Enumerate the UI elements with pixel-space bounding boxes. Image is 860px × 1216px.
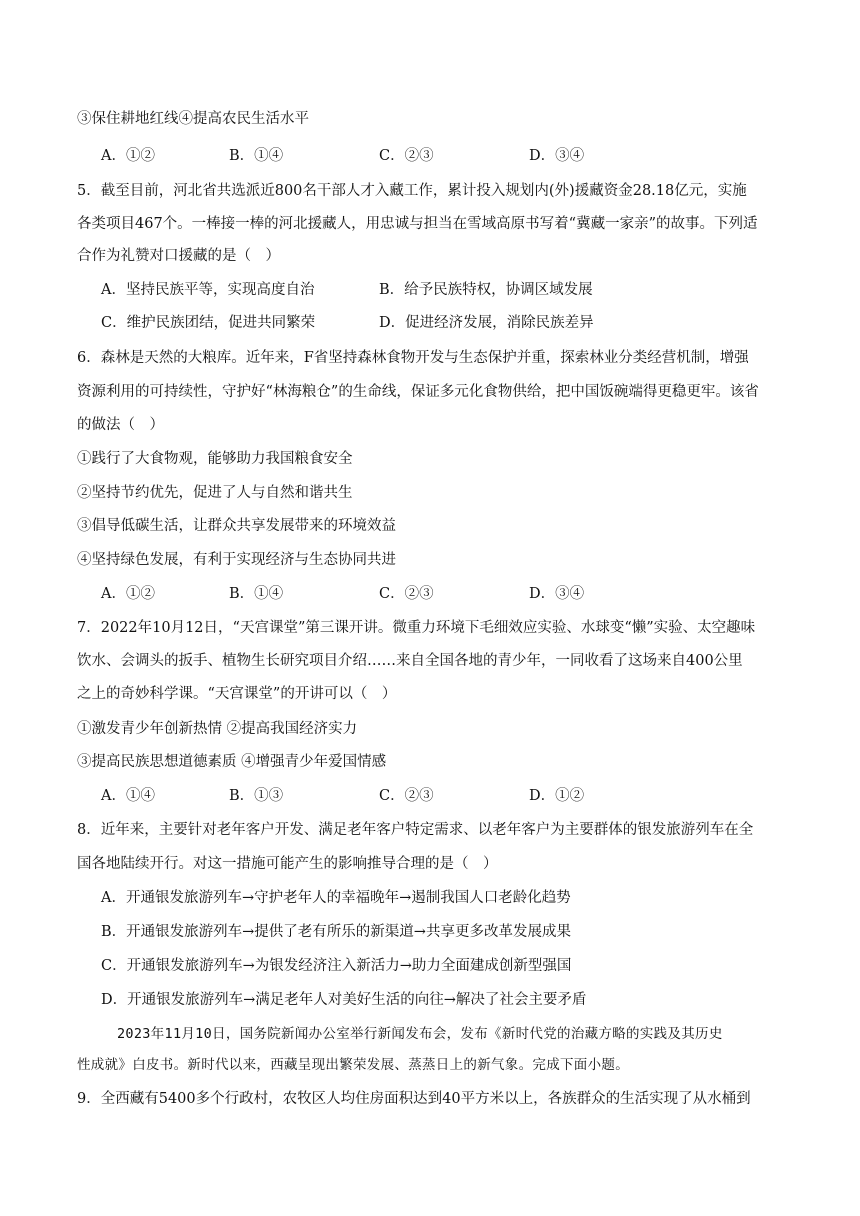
q6-option-a[interactable]: A．①② bbox=[101, 586, 155, 602]
prev-option-c[interactable]: C．②③ bbox=[379, 148, 434, 164]
q6-statement-3: ③倡导低碳生活，让群众共享发展带来的环境效益 bbox=[77, 518, 396, 534]
q7-stem-line-3: 之上的奇妙科学课。“天宫课堂”的开讲可以（ ） bbox=[77, 686, 397, 702]
q8-option-a[interactable]: A．开通银发旅游列车→守护老年人的幸福晚年→遏制我国人口老龄化趋势 bbox=[101, 890, 571, 906]
q5-option-d[interactable]: D．促进经济发展，消除民族差异 bbox=[379, 315, 594, 331]
q6-stem-line-3: 的做法（ ） bbox=[77, 417, 164, 433]
q8-option-d[interactable]: D．开通银发旅游列车→满足老年人对美好生活的向往→解决了社会主要矛盾 bbox=[101, 992, 587, 1008]
prev-statement: ③保住耕地红线④提高农民生活水平 bbox=[77, 111, 309, 127]
prev-options bbox=[0, 146, 860, 166]
q7-option-a[interactable]: A．①④ bbox=[101, 788, 155, 804]
q6-options bbox=[0, 584, 860, 604]
q5-option-a[interactable]: A．坚持民族平等，实现高度自治 bbox=[101, 282, 315, 298]
q5-option-c[interactable]: C．维护民族团结，促进共同繁荣 bbox=[101, 315, 316, 331]
q8-option-b[interactable]: B．开通银发旅游列车→提供了老有所乐的新渠道→共享更多改革发展成果 bbox=[101, 924, 571, 940]
q6-statement-1: ①践行了大食物观，能够助力我国粮食安全 bbox=[77, 451, 353, 467]
q7-option-d[interactable]: D．①② bbox=[529, 788, 585, 804]
prev-option-d[interactable]: D．③④ bbox=[529, 148, 585, 164]
q7-option-b[interactable]: B．①③ bbox=[229, 788, 284, 804]
q7-options bbox=[0, 786, 860, 806]
q5-options-row-1 bbox=[0, 280, 860, 300]
intro-passage-line-1: 2023年11月10日，国务院新闻办公室举行新闻发布会，发布《新时代党的治藏方略的实践及其历史 bbox=[117, 1026, 723, 1042]
prev-option-b[interactable]: B．①④ bbox=[229, 148, 284, 164]
q6-option-c[interactable]: C．②③ bbox=[379, 586, 434, 602]
q7-statement-2: ③提高民族思想道德素质 ④增强青少年爱国情感 bbox=[77, 754, 387, 770]
q9-stem-line-1: 9．全西藏有5400多个行政村，农牧区人均住房面积达到40平方米以上，各族群众的生活实现了从水桶到 bbox=[77, 1091, 751, 1107]
q6-stem-line-2: 资源利用的可持续性，守护好“林海粮仓”的生命线，保证多元化食物供给，把中国饭碗端得更稳更牢。该省 bbox=[77, 384, 759, 400]
q6-statement-4: ④坚持绿色发展，有利于实现经济与生态协同共进 bbox=[77, 552, 396, 568]
q7-stem-line-1: 7．2022年10月12日，“天宫课堂”第三课开讲。微重力环境下毛细效应实验、水球变“懒”实验、太空趣味 bbox=[77, 620, 756, 636]
intro-passage-line-2: 性成就》白皮书。新时代以来，西藏呈现出繁荣发展、蒸蒸日上的新气象。完成下面小题。 bbox=[77, 1057, 629, 1073]
q7-option-c[interactable]: C．②③ bbox=[379, 788, 434, 804]
prev-option-a[interactable]: A．①② bbox=[101, 148, 155, 164]
q8-stem-line-2: 国各地陆续开行。对这一措施可能产生的影响推导合理的是（ ） bbox=[77, 856, 498, 872]
q8-stem-line-1: 8．近年来，主要针对老年客户开发、满足老年客户特定需求、以老年客户为主要群体的银发旅游列车在全 bbox=[77, 822, 754, 838]
q5-stem-line-3: 合作为礼赞对口援藏的是（ ） bbox=[77, 248, 280, 264]
q5-stem-line-1: 5．截至目前，河北省共选派近800名干部人才入藏工作，累计投入规划内(外)援藏资金28.18亿元，实施 bbox=[77, 183, 747, 199]
q7-stem-line-2: 饮水、会调头的扳手、植物生长研究项目介绍……来自全国各地的青少年，一同收看了这场来自400公里 bbox=[77, 653, 743, 669]
q7-statement-1: ①激发青少年创新热情 ②提高我国经济实力 bbox=[77, 721, 358, 737]
q6-option-d[interactable]: D．③④ bbox=[529, 586, 585, 602]
q5-options-row-2 bbox=[0, 313, 860, 333]
q5-stem-line-2: 各类项目467个。一棒接一棒的河北援藏人，用忠诚与担当在雪域高原书写着“冀藏一家亲”的故事。下列适 bbox=[77, 216, 758, 232]
q5-option-b[interactable]: B．给予民族特权，协调区域发展 bbox=[379, 282, 593, 298]
q6-stem-line-1: 6．森林是天然的大粮库。近年来，F省坚持森林食物开发与生态保护并重，探索林业分类经营机制，增强 bbox=[77, 350, 749, 366]
q6-option-b[interactable]: B．①④ bbox=[229, 586, 284, 602]
q6-statement-2: ②坚持节约优先，促进了人与自然和谐共生 bbox=[77, 485, 353, 501]
q8-option-c[interactable]: C．开通银发旅游列车→为银发经济注入新活力→助力全面建成创新型强国 bbox=[101, 958, 572, 974]
